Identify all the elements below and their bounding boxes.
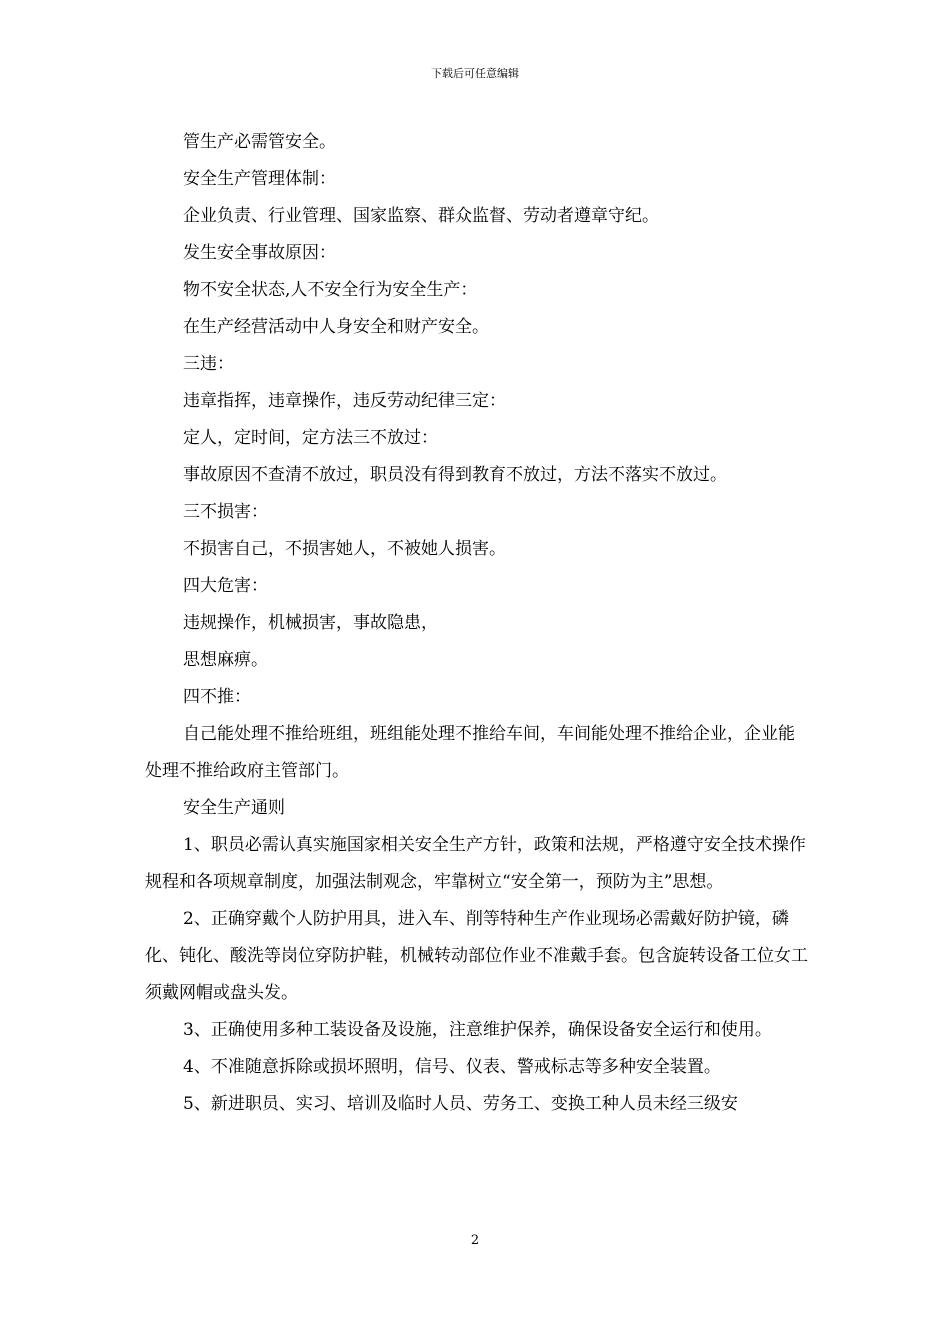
paragraph: 四大危害：	[183, 576, 268, 596]
paragraph: 定人，定时间，定方法三不放过：	[183, 428, 438, 448]
paragraph: 1、职员必需认真实施国家相关安全生产方针，政策和法规，严格遵守安全技术操作规程和各项规章制度，加强法制观念，牢靠树立“安全第一，预防为主”思想。	[145, 835, 806, 892]
paragraph: 物不安全状态,人不安全行为安全生产：	[183, 280, 478, 300]
paragraph: 自己能处理不推给班组，班组能处理不推给车间，车间能处理不推给企业，企业能处理不推给政府主管部门。	[145, 724, 795, 781]
paragraph: 思想麻痹。	[183, 650, 268, 670]
paragraph: 2、正确穿戴个人防护用具，进入车、削等特种生产作业现场必需戴好防护镜，磷化、钝化、酸洗等岗位穿防护鞋，机械转动部位作业不准戴手套。包含旋转设备工位女工须戴网帽或盘头发。	[145, 909, 808, 1003]
document-body	[145, 124, 811, 1123]
paragraph: 三不损害：	[183, 502, 268, 522]
paragraph: 违章指挥，违章操作，违反劳动纪律三定：	[183, 391, 506, 411]
paragraph: 不损害自己，不损害她人，不被她人损害。	[183, 539, 506, 559]
paragraph: 在生产经营活动中人身安全和财产安全。	[183, 317, 489, 337]
paragraph: 四不推：	[183, 687, 251, 707]
paragraph: 安全生产管理体制：	[183, 169, 336, 189]
paragraph: 违规操作，机械损害，事故隐患，	[183, 613, 438, 633]
paragraph: 企业负责、行业管理、国家监察、群众监督、劳动者遵章守纪。	[183, 206, 659, 226]
section-title: 安全生产通则	[183, 798, 285, 818]
paragraph: 事故原因不查清不放过，职员没有得到教育不放过，方法不落实不放过。	[183, 465, 727, 485]
page-number: 2	[470, 1233, 480, 1248]
paragraph: 5、新进职员、实习、培训及临时人员、劳务工、变换工种人员未经三级安	[183, 1094, 738, 1114]
paragraph: 4、不准随意拆除或损坏照明，信号、仪表、警戒标志等多种安全装置。	[183, 1057, 721, 1077]
paragraph: 发生安全事故原因：	[183, 243, 336, 263]
paragraph: 管生产必需管安全。	[183, 132, 336, 152]
paragraph: 3、正确使用多种工装设备及设施，注意维护保养，确保设备安全运行和使用。	[183, 1020, 772, 1040]
page-header: 下载后可任意编辑	[431, 67, 519, 80]
paragraph: 三违：	[183, 354, 234, 374]
